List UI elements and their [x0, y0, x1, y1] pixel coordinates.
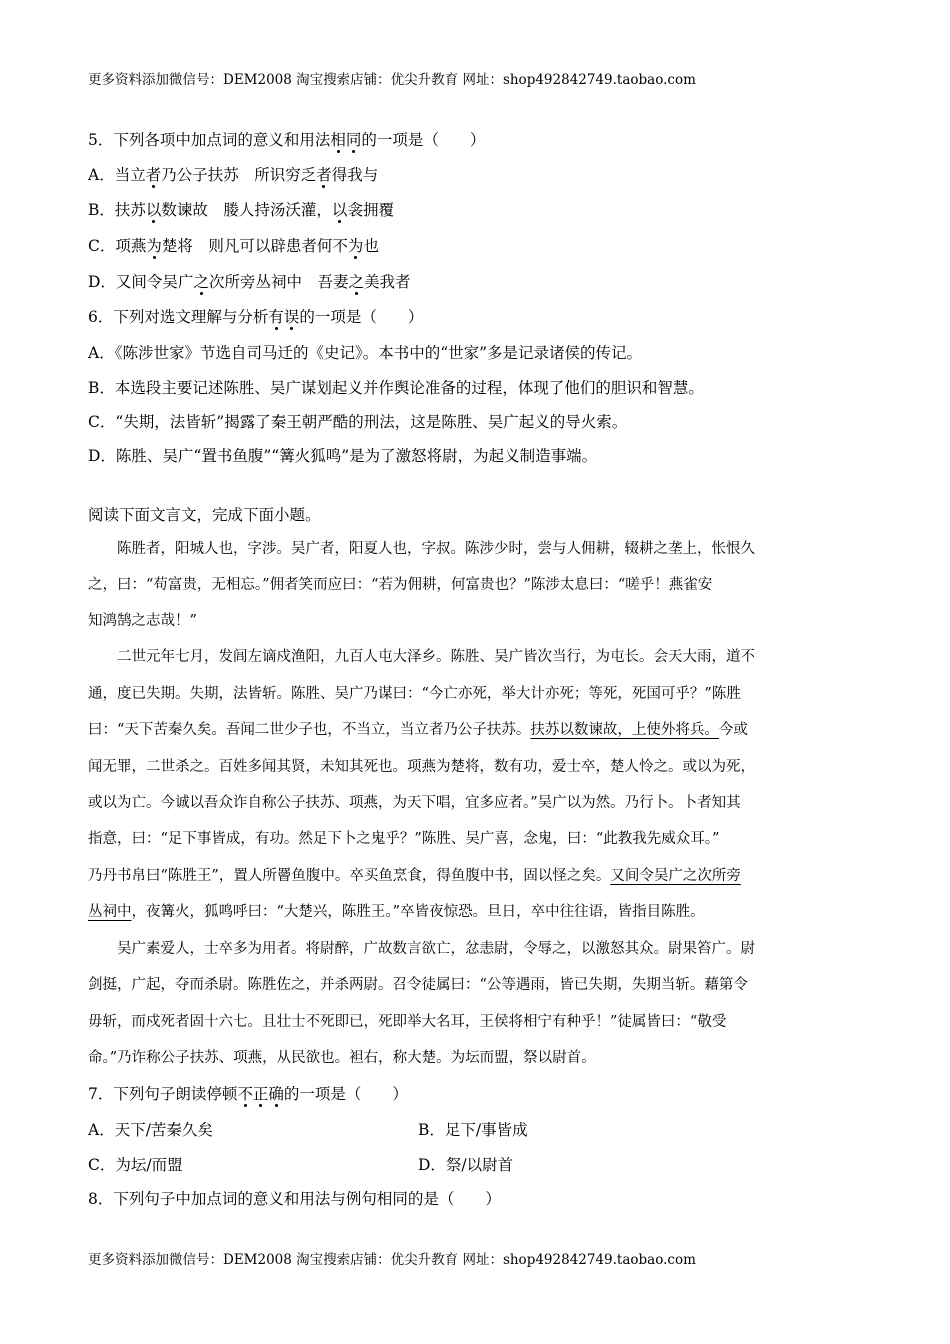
- passage-line: 命。”乃诈称公子扶苏、项燕，从民欲也。袒右，称大楚。为坛而盟，祭以尉首。: [88, 1050, 596, 1066]
- question-7-stem: 7．下列句子朗读停顿不正确的一项是（ ）: [88, 1082, 408, 1104]
- question-7-option-c: C．为坛/而盟: [88, 1156, 183, 1174]
- page-header: 更多资料添加微信号：DEM2008 淘宝搜索店铺：优尖升教育 网址：shop492842749.taobao.com: [88, 72, 696, 88]
- dotted-word: 者: [146, 163, 162, 185]
- passage-line: 乃丹书帛曰“陈胜王”，置人所罾鱼腹中。卒买鱼烹食，得鱼腹中书，固以怪之矣。又间令吴广之次所旁: [88, 868, 741, 884]
- question-7-option-a: A．天下/苦秦久矣: [88, 1121, 213, 1139]
- passage-line: 剑挺，广起，夺而杀尉。陈胜佐之，并杀两尉。召令徒属曰：“公等遇雨，皆已失期，失期当斩。藉第令: [88, 977, 748, 993]
- dotted-word: 为: [146, 234, 162, 256]
- emphasis-char: 同: [346, 128, 362, 150]
- passage-line: 或以为亡。今诚以吾众诈自称公子扶苏、项燕，为天下唱，宜多应者。”吴广以为然。乃行卜。卜者知其: [88, 795, 741, 811]
- question-8-stem: 8．下列句子中加点词的意义和用法与例句相同的是（ ）: [88, 1190, 501, 1208]
- passage-line: 曰：“天下苦秦久矣。吾闻二世少子也，不当立，当立者乃公子扶苏。扶苏以数谏故，上使外将兵。今或: [88, 722, 748, 738]
- question-5-option-b: B．扶苏以数谏故 媵人持汤沃灌，以衾拥覆: [88, 198, 394, 220]
- question-7-option-b: B．足下/事皆成: [418, 1121, 528, 1139]
- passage-line: 通，度已失期。失期，法皆斩。陈胜、吴广乃谋曰：“今亡亦死，举大计亦死；等死，死国可乎？”陈胜: [88, 686, 741, 702]
- passage-line: 丛祠中，夜篝火，狐鸣呼曰：“大楚兴，陈胜王。”卒皆夜惊恐。旦日，卒中往往语，皆指目陈胜。: [88, 904, 705, 920]
- passage-line: 闻无罪，二世杀之。百姓多闻其贤，未知其死也。项燕为楚将，数有功，爱士卒，楚人怜之。或以为死，: [88, 759, 755, 775]
- emphasis-char: 相: [330, 128, 346, 150]
- emphasis-dotted: [237, 1085, 284, 1103]
- passage-line: 知鸿鹄之志哉！”: [88, 613, 197, 629]
- emphasis-char: 不: [237, 1082, 253, 1104]
- emphasis-dotted: [330, 131, 361, 149]
- question-5-option-d: D．又间令吴广之次所旁丛祠中 吾妻之美我者: [88, 270, 411, 292]
- passage-line: 指意，曰：“足下事皆成，有功。然足下卜之鬼乎？”陈胜、吴广喜，念鬼，曰：“此教我先威众耳。”: [88, 831, 720, 847]
- underlined-sentence: 丛祠中: [88, 904, 132, 920]
- dotted-word: 以: [146, 198, 162, 220]
- emphasis-dotted: [268, 308, 299, 326]
- underlined-sentence: 扶苏以数谏故，上使外将兵。: [530, 722, 719, 738]
- question-5-option-c: C．项燕为楚将 则凡可以辟患者何不为也: [88, 234, 379, 256]
- passage-line: 毋斩，而戍死者固十六七。且壮士不死即已，死即举大名耳，王侯将相宁有种乎！”徒属皆曰：“敬受: [88, 1014, 727, 1030]
- question-7-option-d: D．祭/以尉首: [418, 1156, 514, 1174]
- question-5-stem: 5．下列各项中加点词的意义和用法相同的一项是（ ）: [88, 128, 485, 150]
- question-6-stem: 6．下列对选文理解与分析有误的一项是（ ）: [88, 305, 423, 327]
- emphasis-char: 有: [268, 305, 284, 327]
- underlined-sentence: 又间令吴广之次所旁: [610, 868, 741, 884]
- passage-line: 二世元年七月，发闾左谪戍渔阳，九百人屯大泽乡。陈胜、吴广皆次当行，为屯长。会天大雨，道不: [88, 649, 755, 665]
- question-6-option-c: C．“失期，法皆斩”揭露了秦王朝严酷的刑法，这是陈胜、吴广起义的导火索。: [88, 413, 628, 431]
- question-5-option-a: A．当立者乃公子扶苏 所识穷乏者得我与: [88, 163, 378, 185]
- dotted-word: 为: [348, 234, 364, 256]
- emphasis-char: 确: [268, 1082, 284, 1104]
- dotted-word: 以: [332, 198, 348, 220]
- question-6-option-a: A．《陈涉世家》节选自司马迁的《史记》。本书中的“世家”多是记录诸侯的传记。: [88, 344, 643, 362]
- question-6-option-d: D．陈胜、吴广“置书鱼腹”“篝火狐鸣”是为了激怒将尉，为起义制造事端。: [88, 447, 598, 465]
- dotted-word: 之: [193, 270, 209, 292]
- passage-line: 之，曰：“苟富贵，无相忘。”佣者笑而应曰：“若为佣耕，何富贵也？”陈涉太息曰：“嗟乎！燕雀安: [88, 577, 713, 593]
- dotted-word: 之: [348, 270, 364, 292]
- emphasis-char: 误: [284, 305, 300, 327]
- question-6-option-b: B．本选段主要记述陈胜、吴广谋划起义并作舆论准备的过程，体现了他们的胆识和智慧。: [88, 379, 704, 397]
- emphasis-char: 正: [253, 1082, 269, 1104]
- passage-line: 吴广素爱人，士卒多为用者。将尉醉，广故数言欲亡，忿恚尉，令辱之，以激怒其众。尉果笞广。尉: [88, 941, 755, 957]
- passage-intro: 阅读下面文言文，完成下面小题。: [88, 506, 321, 524]
- page-footer: 更多资料添加微信号：DEM2008 淘宝搜索店铺：优尖升教育 网址：shop492842749.taobao.com: [88, 1252, 696, 1268]
- passage-line: 陈胜者，阳城人也，字涉。吴广者，阳夏人也，字叔。陈涉少时，尝与人佣耕，辍耕之垄上，怅恨久: [88, 541, 755, 557]
- dotted-word: 者: [316, 163, 332, 185]
